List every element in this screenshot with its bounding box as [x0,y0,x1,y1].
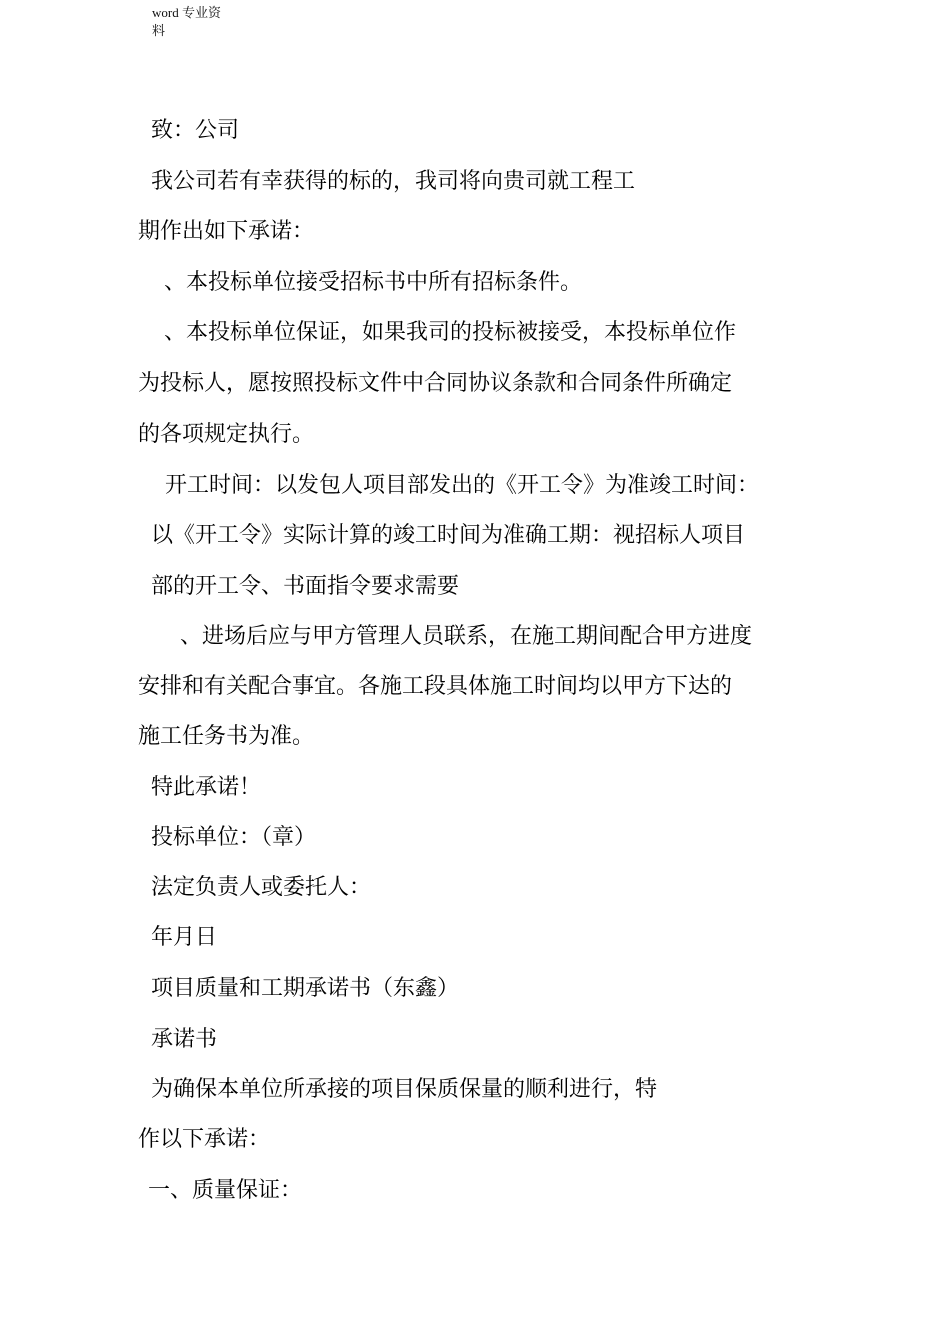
paragraph-line: 期作出如下承诺： [138,219,315,244]
paragraph-line: 安排和有关配合事宜。各施工段具体施工时间均以甲方下达的 [138,674,733,699]
paragraph-line: 、本投标单位接受招标书中所有招标条件。 [164,270,583,295]
section-title: 项目质量和工期承诺书（东鑫） [151,976,460,1001]
paragraph-line: 为确保本单位所承接的项目保质保量的顺利进行，特 [151,1077,658,1102]
paragraph-line: 以《开工令》实际计算的竣工时间为准确工期：视招标人项目 [151,523,746,548]
paragraph-line: 开工时间：以发包人项目部发出的《开工令》为准竣工时间： [165,473,760,498]
paragraph-line: 为投标人，愿按照投标文件中合同协议条款和合同条件所确定 [138,371,733,396]
signature-line: 法定负责人或委托人： [151,875,372,900]
header-line-2: 料 [152,23,166,38]
paragraph-line: 、本投标单位保证，如果我司的投标被接受，本投标单位作 [164,320,737,345]
paragraph-line: 、进场后应与甲方管理人员联系，在施工期间配合甲方进度 [180,624,753,649]
paragraph-line: 施工任务书为准。 [138,724,315,749]
header-line-1: word 专业资 [152,5,221,20]
page-header [152,4,232,40]
salutation-line: 致：公司 [151,118,240,143]
signature-line: 投标单位：（章） [151,825,317,850]
paragraph-line: 我公司若有幸获得的标的，我司将向贵司就工程工 [151,169,636,194]
paragraph-line: 的各项规定执行。 [138,422,315,447]
paragraph-line: 部的开工令、书面指令要求需要 [151,574,460,599]
section-heading: 承诺书 [151,1027,218,1052]
closing-line: 特此承诺！ [151,775,262,800]
date-line: 年月日 [151,925,218,950]
section-heading: 一、质量保证： [148,1178,303,1203]
paragraph-line: 作以下承诺： [138,1127,271,1152]
